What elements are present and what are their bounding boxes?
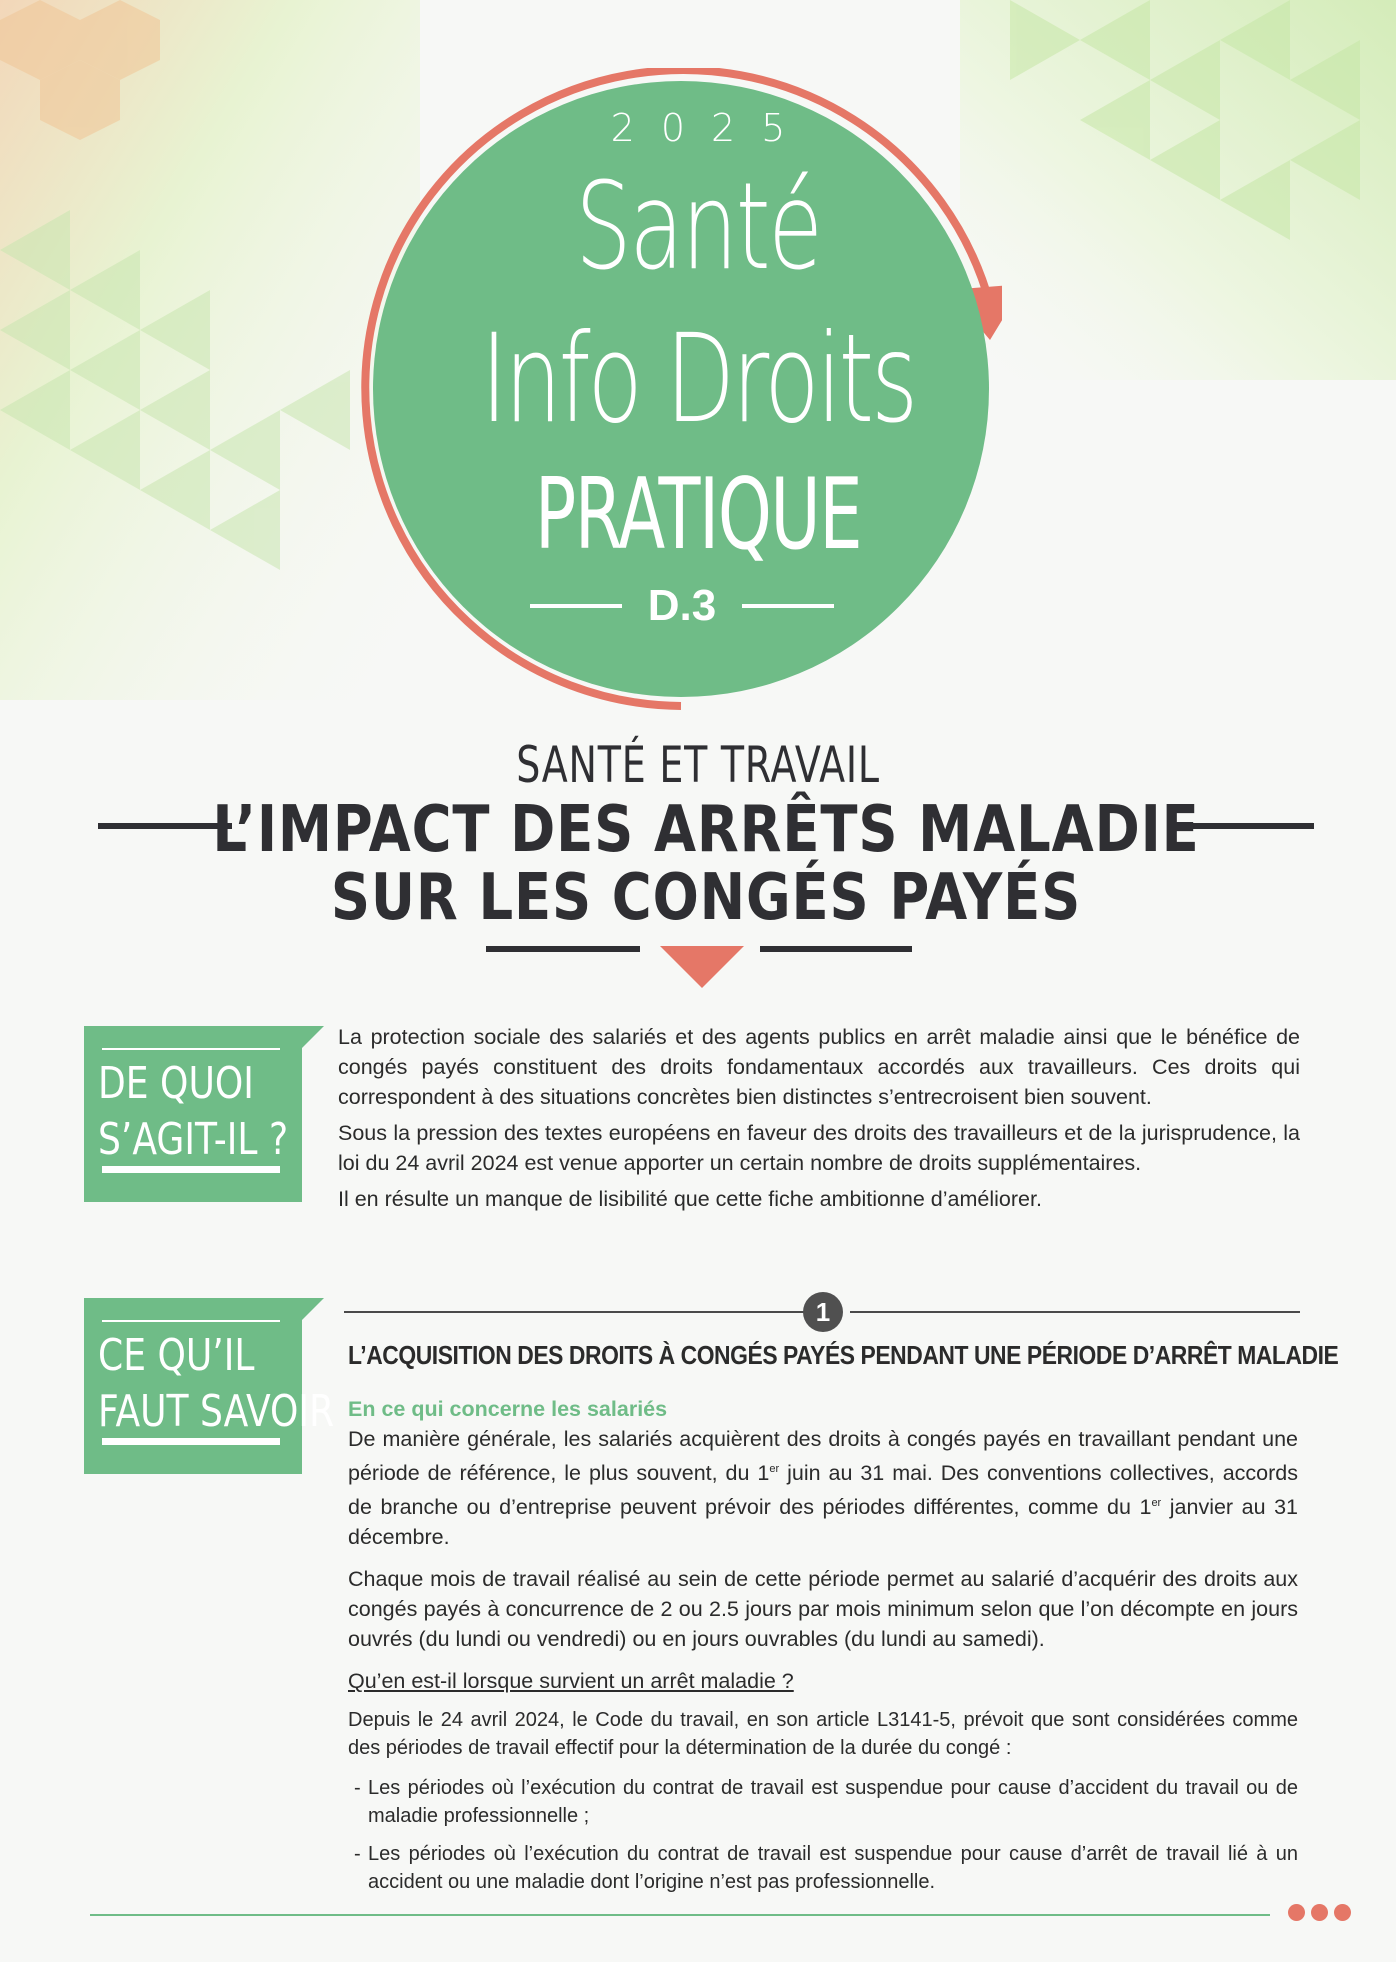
badge-underline (102, 1438, 280, 1445)
dot (1288, 1904, 1305, 1921)
list-item: - Les périodes où l’exécution du contrat de travail est suspendue pour cause d’accident du travail ou de maladie professionnelle ; (348, 1774, 1298, 1830)
text-fragment: janvier au 31 décembre. (348, 1495, 1298, 1550)
divider (530, 604, 622, 608)
intro-paragraph: Il en résulte un manque de lisibilité que cette fiche ambitionne d’améliorer. (338, 1187, 1042, 1211)
badge-de-quoi (84, 1026, 302, 1202)
subheading-salaries: En ce qui concerne les salariés (348, 1397, 668, 1421)
edition-year: 2025 (610, 106, 812, 150)
footer-rule (90, 1914, 1270, 1916)
sheet-code: D.3 (647, 581, 717, 630)
main-title-line1: L’IMPACT DES ARRÊTS MALADIE (212, 793, 1200, 867)
paragraph-monthly-accrual: Chaque mois de travail réalisé au sein de cette période permet au salarié d’acquérir des droits aux congés payés à concurrence de 2 ou 2.5 jours par mois minimum selon que l’on décompte en jours ouvrés (du lundi ou vendredi) ou en jours ouvrables (du lundi au samedi). (348, 1567, 1298, 1652)
badge-corner (302, 1298, 324, 1320)
continuation-dots-icon (1288, 1904, 1351, 1921)
paragraph-code-du-travail: Depuis le 24 avril 2024, le Code du travail, en son article L3141-5, prévoit que sont considérées comme des périodes de travail effectif pour la détermination de la durée du congé : (348, 1709, 1298, 1760)
badge-topline (102, 1048, 280, 1050)
main-title-line2: SUR LES CONGÉS PAYÉS (330, 861, 1082, 935)
section-content (348, 1394, 1298, 1906)
badge-label-line2: FAUT SAVOIR (98, 1386, 335, 1437)
text-fragment: De manière générale, les salariés acquièrent des droits à congés payés en travaillant pendant une période de référence, le plus souvent, du 1 (348, 1427, 1298, 1486)
divider (742, 604, 834, 608)
badge-label-line2: S’AGIT-IL ? (98, 1114, 289, 1165)
badge-corner (302, 1026, 324, 1048)
text-fragment: juin au 31 mai. Des conventions collectives, accords de branche ou d’entreprise peuvent prévoir des périodes différentes, comme du 1 (348, 1461, 1298, 1520)
badge-ce-quil-faut-savoir (84, 1298, 335, 1474)
list-item: - Les périodes où l’exécution du contrat de travail est suspendue pour cause d’arrêt de travail lié à un accident ou une maladie dont l’origine n’est pas professionnelle. (348, 1840, 1298, 1896)
subject-heading: SANTÉ ET TRAVAIL (516, 736, 880, 794)
intro-text (338, 1022, 1300, 1220)
badge-label-line1: DE QUOI (98, 1058, 254, 1109)
section-rule-right (850, 1311, 1300, 1313)
intro-paragraph: La protection sociale des salariés et des agents publics en arrêt maladie ainsi que le bénéfice de congés payés constituent des droits fondamentaux accordés aux travailleurs. Ces droits qui correspondent à des situations concrètes bien distinctes s’entrecroisent bien souvent. (338, 1025, 1300, 1109)
badge-label-line1: CE QU’IL (98, 1330, 255, 1381)
title-pratique: PRATIQUE (534, 458, 862, 572)
title-info-droits: Info Droits (480, 308, 916, 450)
down-arrow-icon (660, 946, 744, 988)
dot (1311, 1904, 1328, 1921)
badge-topline (102, 1320, 280, 1322)
bullet-list (348, 1774, 1298, 1896)
title-sante: Santé (575, 158, 821, 297)
section-number-badge: 1 (803, 1292, 843, 1332)
sheet-code-row (514, 582, 850, 630)
badge-underline (102, 1166, 280, 1173)
paragraph-reference-period (348, 1424, 1298, 1552)
title-underline-right (760, 946, 912, 952)
title-underline-left (486, 946, 640, 952)
superscript: er (769, 1463, 780, 1475)
main-title (98, 793, 1314, 935)
question-heading: Qu’en est-il lorsque survient un arrêt maladie ? (348, 1669, 794, 1694)
section-title: L’ACQUISITION DES DROITS À CONGÉS PAYÉS PENDANT UNE PÉRIODE D’ARRÊT MALADIE (348, 1340, 1339, 1370)
superscript: er (1151, 1497, 1162, 1510)
section-rule-left (344, 1311, 804, 1313)
intro-paragraph: Sous la pression des textes européens en faveur des droits des travailleurs et de la jurisprudence, la loi du 24 avril 2024 est venue apporter un certain nombre de droits supplémentaires. (338, 1121, 1300, 1175)
dot (1334, 1904, 1351, 1921)
